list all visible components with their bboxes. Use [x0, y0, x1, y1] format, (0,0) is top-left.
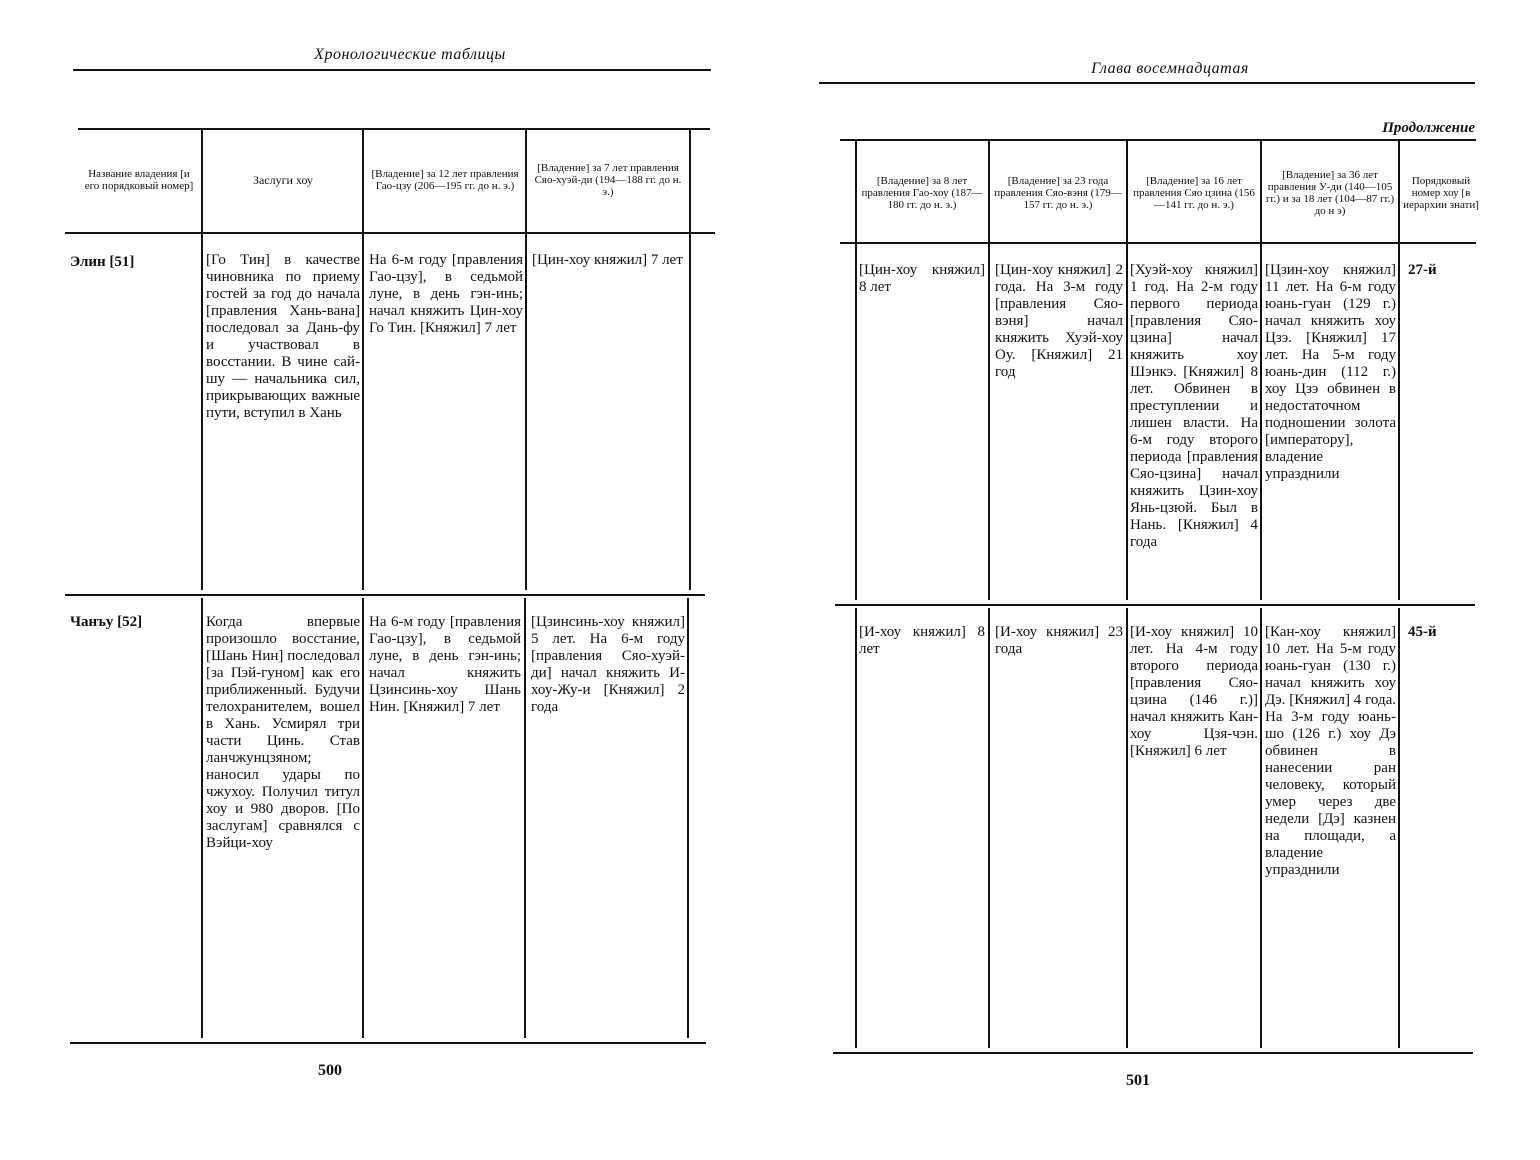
running-head-right: Глава восемнадцатая	[1091, 60, 1249, 77]
running-head-left: Хронологические таблицы	[314, 46, 506, 63]
header-xiaowen: [Владение] за 23 года правления Сяо-вэня (179—157 гг. до н. э.)	[994, 175, 1122, 211]
col-divider-4-left	[689, 128, 691, 590]
continuation-label: Продолжение	[1382, 120, 1475, 136]
col-divider-3b-left	[524, 598, 526, 1038]
table-top-rule-right	[840, 139, 1476, 141]
table-top-rule-left	[78, 128, 710, 130]
col-divider-3-left	[525, 128, 527, 590]
header-name: Название владения [и его порядковый номер]	[84, 168, 194, 192]
row-divider-left	[65, 594, 705, 596]
row-divider-right	[835, 604, 1475, 606]
header-xiaojing: [Владение] за 16 лет правления Сяо цзина (156—141 гг. до н. э.)	[1133, 175, 1255, 211]
row1-gaohou: [Цин-хоу княжил] 8 лет	[859, 262, 985, 295]
header-rank: Порядковый номер хоу [в иерархии знати]	[1403, 175, 1479, 211]
row2-gaohou: [И-хоу княжил] 8 лет	[859, 624, 985, 657]
table-bottom-rule-left	[70, 1042, 706, 1044]
header-wudi: [Владение] за 36 лет правления У-ди (140—105 гг.) и за 18 лет (104—87 гг.) до н э)	[1265, 169, 1395, 217]
row2-wudi: [Кан-хоу княжил] 10 лет. На 5-м году юань-гуан (130 г.) начал княжить хоу Дэ. [Княжил] 4 года. На 3-м году юань-шо (126 г.) хоу Дэ обвинен в нанесении ран человеку, который умер через две недели [Дэ] казнен на площади, а владение упразднили	[1265, 624, 1396, 878]
col-divider-4b-right	[1260, 608, 1262, 1048]
col-divider-3b-right	[1126, 608, 1128, 1048]
rule-top-left	[73, 69, 711, 71]
col-divider-5-right	[1398, 139, 1400, 600]
page-number-left: 500	[318, 1062, 342, 1079]
col-divider-5b-right	[1398, 608, 1400, 1048]
table-bottom-rule-right	[833, 1052, 1473, 1054]
col-divider-1-right	[855, 139, 857, 600]
header-bottom-rule-right	[840, 242, 1476, 244]
header-gaohou: [Владение] за 8 лет правления Гао-хоу (187—180 гг. до н. э.)	[861, 175, 983, 211]
col-divider-4-right	[1260, 139, 1262, 600]
header-bottom-rule-left	[65, 232, 715, 234]
row1-name: Элин [51]	[70, 254, 135, 270]
rule-top-right	[819, 82, 1475, 84]
row1-merits: [Го Тин] в качестве чиновника по приему гостей за год до начала [правления Хань-вана] последовал за Дань-фу и участвовал в восстании. В чине сай-шу — начальника сил, прикрывающих важные пути, вступил в Хань	[206, 252, 360, 421]
col-divider-2b-right	[988, 608, 990, 1048]
row2-merits: Когда впервые произошло восстание, [Шань Нин] последовал [за Пэй-гуном] как его приближенный. Будучи телохранителем, вошел в Хань. Усмирял три части Цинь. Став ланчжунцзяном; наносил удары по чжухоу. Получил титул хоу и 980 дворов. [По заслугам] сравнялся с Вэйци-хоу	[206, 614, 360, 851]
page-number-right: 501	[1126, 1072, 1150, 1089]
header-merits: Заслуги хоу	[252, 173, 314, 187]
col-divider-1b-left	[201, 598, 203, 1038]
col-divider-2-right	[988, 139, 990, 600]
col-divider-1b-right	[855, 608, 857, 1048]
header-xiaohuidi: [Владение] за 7 лет правления Сяо-хуэй-ди (194—188 гг. до н. э.)	[534, 162, 682, 198]
row2-gaozu: На 6-м году [правления Гао-цзу], в седьмой луне, в день гэн-инь; начал княжить Цзинсинь-хоу Шань Нин. [Княжил] 7 лет	[369, 614, 521, 715]
row2-name: Чанъу [52]	[70, 614, 143, 630]
row1-wudi: [Цзин-хоу княжил] 11 лет. На 6-м году юань-гуан (129 г.) начал княжить хоу Цзэ. [Княжил] 17 лет. На 5-м году юань-дин (112 г.) хоу Цзэ обвинен в недостаточном подношении золота [императору], владение упразднили	[1265, 262, 1396, 482]
col-divider-2-left	[362, 128, 364, 590]
col-divider-3-right	[1126, 139, 1128, 600]
row1-gaozu: На 6-м году [правления Гао-цзу], в седьмой луне, в день гэн-инь; начал княжить Цин-хоу Го Тин. [Княжил] 7 лет	[369, 252, 523, 336]
col-divider-1-left	[201, 128, 203, 590]
row1-xiaowen: [Цин-хоу княжил] 2 года. На 3-м году [правления Сяо-вэня] начал княжить Хуэй-хоу Оу. [Княжил] 21 год	[995, 262, 1123, 380]
row2-rank: 45-й	[1408, 624, 1437, 640]
col-divider-2b-left	[362, 598, 364, 1038]
row2-xiaohuidi: [Цзинсинь-хоу княжил] 5 лет. На 6-м году [правления Сяо-хуэй-ди] начал княжить И-хоу-Жу-и [Княжил] 2 года	[531, 614, 685, 715]
header-gaozu: [Владение] за 12 лет правления Гао-цзу (206—195 гг. до н. э.)	[371, 168, 519, 192]
row1-xiaojing: [Хуэй-хоу княжил] 1 год. На 2-м году первого периода [правления Сяо-цзина] начал княжить хоу Шэнкэ. [Княжил] 8 лет. Обвинен в преступлении и лишен власти. На 6-м году второго периода [правления Сяо-цзина] начал княжить Цзин-хоу Янь-цзюй. Был в Нань. [Княжил] 4 года	[1130, 262, 1258, 550]
row1-rank: 27-й	[1408, 262, 1437, 278]
row2-xiaowen: [И-хоу княжил] 23 года	[995, 624, 1123, 657]
row2-xiaojing: [И-хоу княжил] 10 лет. На 4-м году второго периода [правления Сяо-цзина (146 г.)] начал княжить Кан-хоу Цзя-чэн. [Княжил] 6 лет	[1130, 624, 1258, 759]
row1-xiaohuidi: [Цин-хоу княжил] 7 лет	[532, 252, 683, 268]
col-divider-4b-left	[687, 598, 689, 1038]
